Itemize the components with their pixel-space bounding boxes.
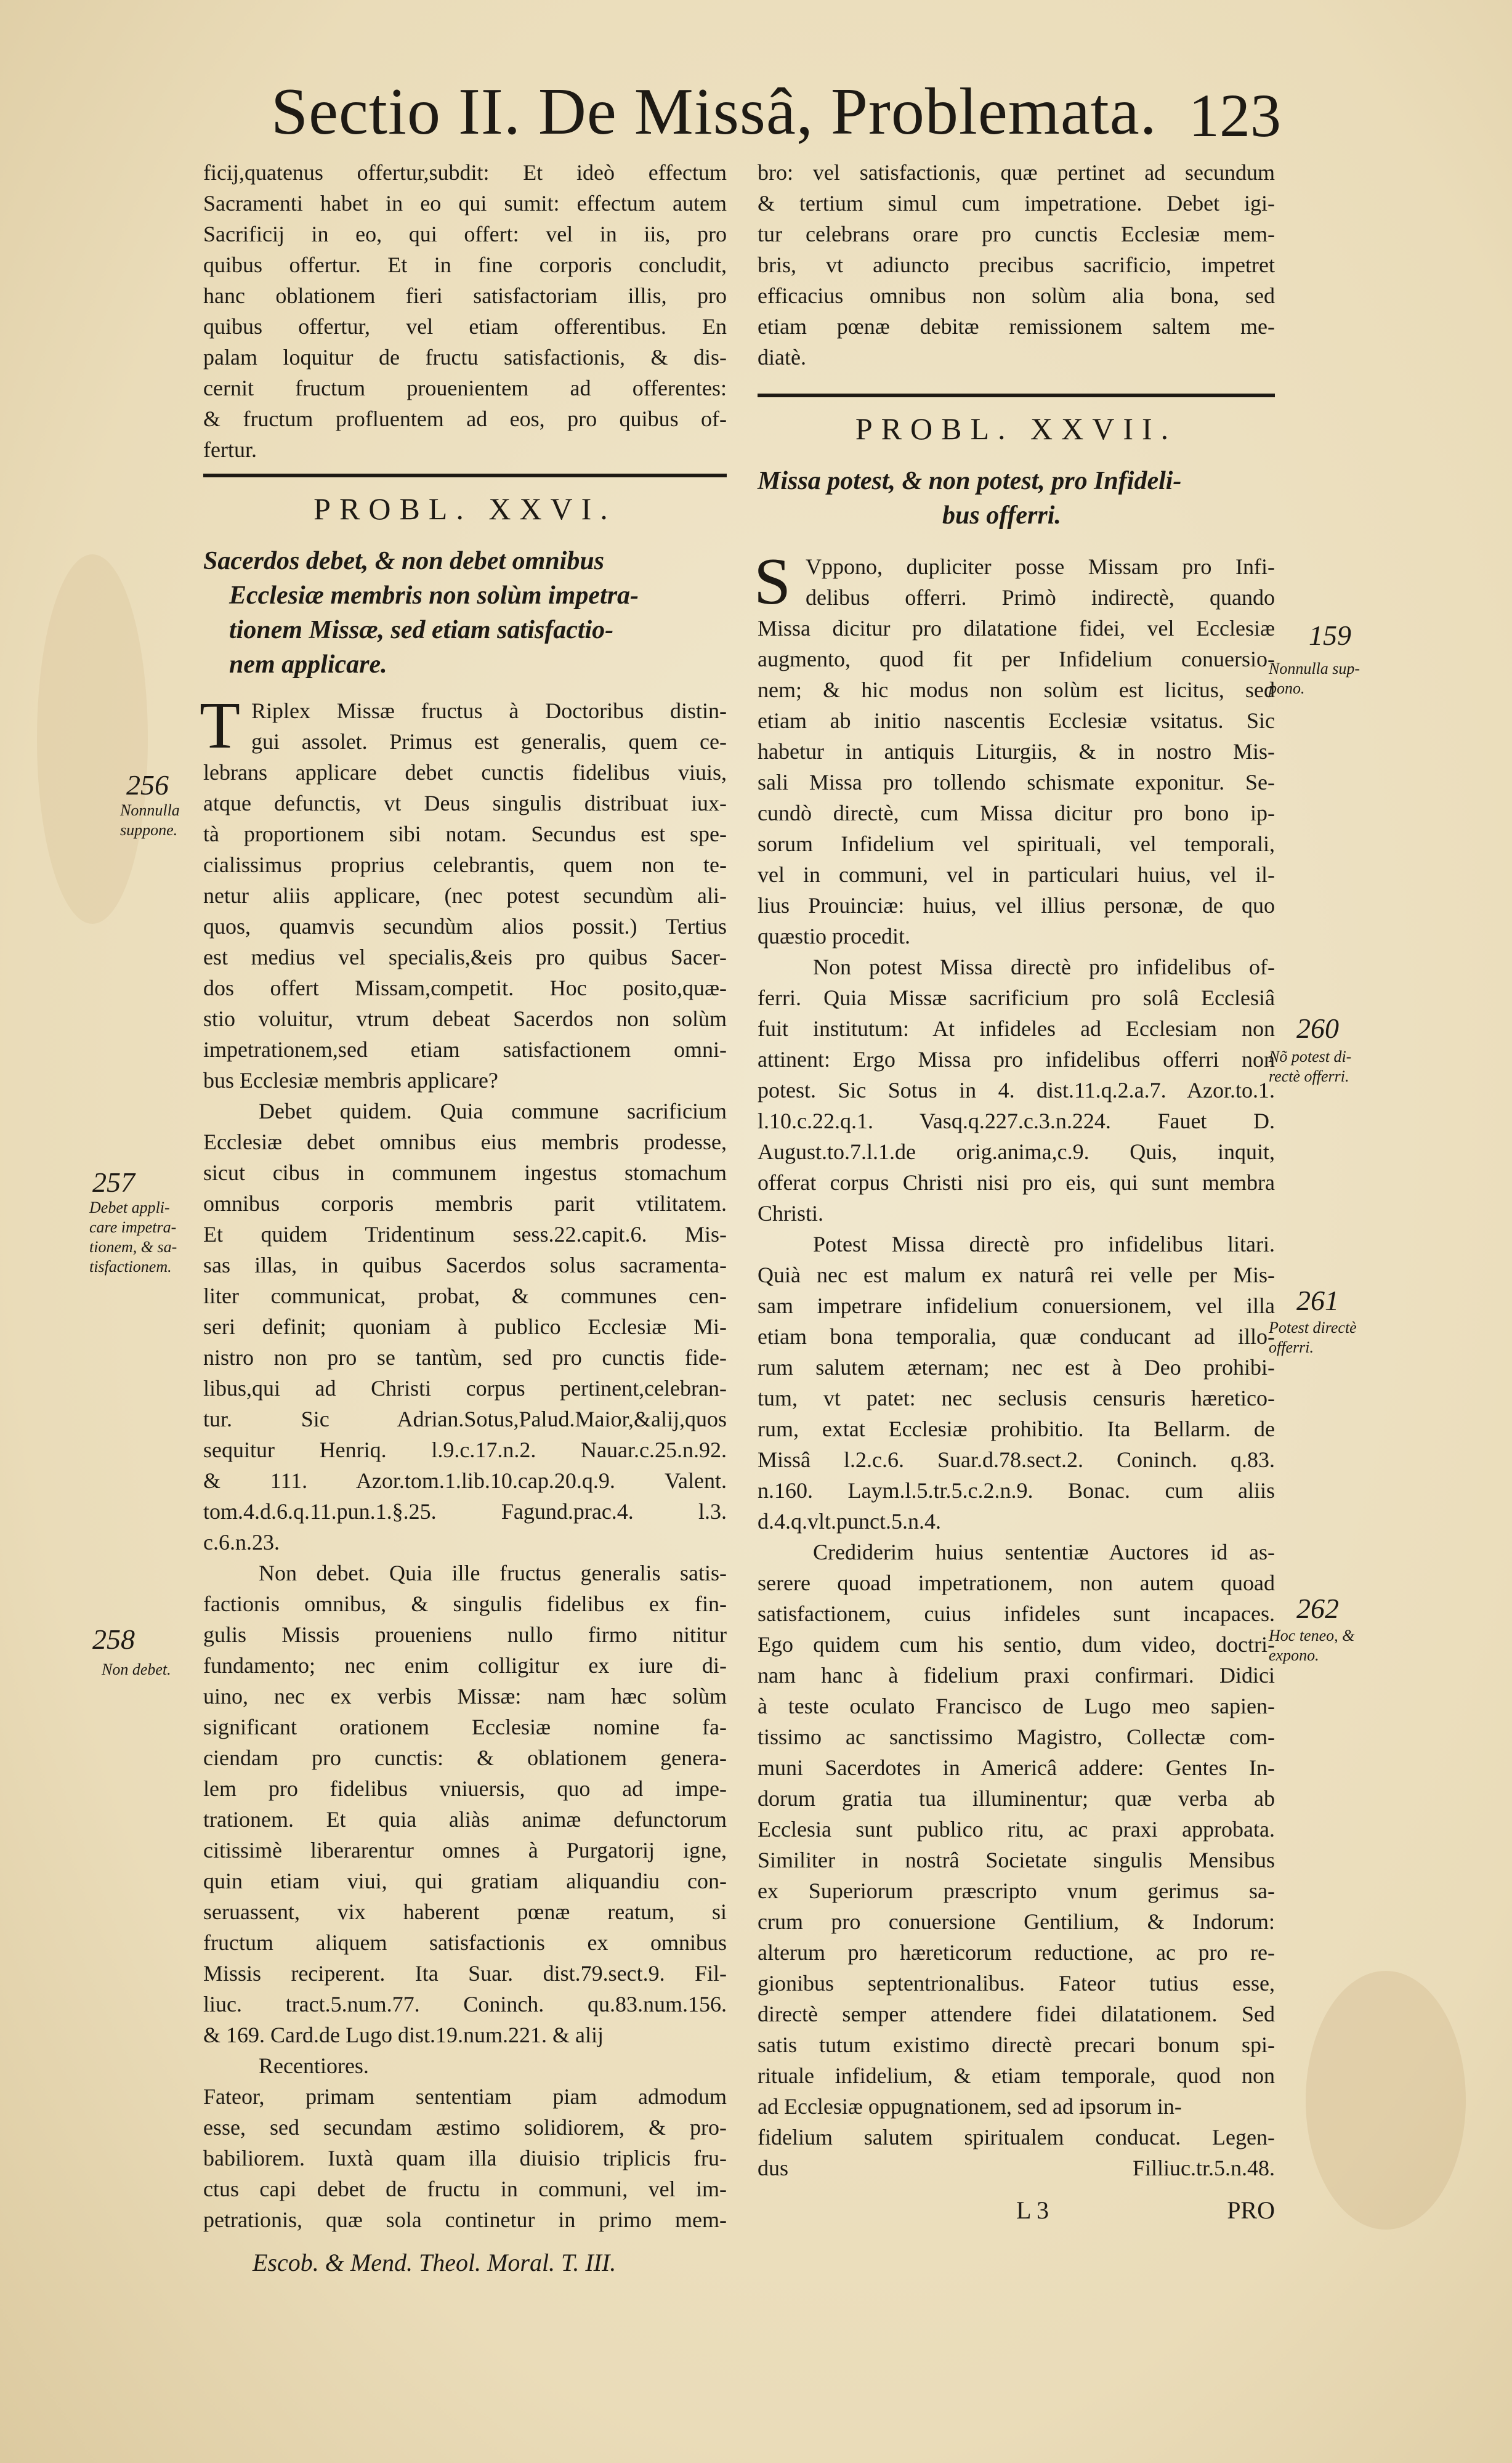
text-line: ferri. Quia Missæ sacrificium pro solâ Ecclesiâ [758, 985, 1275, 1010]
text-line: Similiter in nostrâ Societate singulis Mensibus [758, 1848, 1275, 1872]
margin-paragraph-number: 260 [1296, 1013, 1339, 1044]
margin-note [89, 1198, 177, 1277]
margin-note-line: care impetra- [89, 1218, 177, 1236]
text-line: dus Filliuc.tr.5.n.48. [758, 2156, 1275, 2180]
running-title: Sectio II. De Missâ, Problemata. [271, 75, 1157, 148]
paper-stain [1306, 1971, 1466, 2230]
margin-note [120, 801, 180, 840]
text-line: dorum gratia tua illuminentur; quæ verba ab [758, 1786, 1275, 1811]
text-line: Missis reciperent. Ita Suar. dist.79.sect.9. Fil- [203, 1961, 727, 1986]
text-line: impetrationem,sed etiam satisfactionem omni- [203, 1037, 727, 1062]
text-line: Missâ l.2.c.6. Suar.d.78.sect.2. Coninch. q.83. [758, 1447, 1275, 1472]
text-line: directè semper attendere fidei dilatationem. Sed [758, 2002, 1275, 2026]
text-line: etiam bona temporalia, quæ conducant ad illo- [758, 1324, 1275, 1349]
text-line: Crediderim huius sententiæ Auctores id as- [813, 1540, 1275, 1564]
right-intro [758, 157, 1275, 373]
text-line: esse, sed secundam æstimo solidiorem, & pro- [203, 2115, 727, 2140]
problem-heading: PROBL. XXVII. [855, 411, 1178, 446]
margin-note-line: suppone. [120, 821, 178, 839]
margin-note-line: Nonnulla sup- [1269, 660, 1360, 677]
problem-title-line: bus offerri. [942, 501, 1061, 530]
text-line: bus Ecclesiæ membris applicare? [203, 1068, 498, 1093]
problem-title-line: Sacerdos debet, & non debet omnibus [203, 547, 605, 575]
text-line: lebrans applicare debet cunctis fidelibus viuis, [203, 760, 727, 785]
section-rule [203, 474, 727, 477]
margin-note-line: Non debet. [102, 1660, 171, 1678]
text-line: fundamento; nec enim colligitur ex iure di- [203, 1653, 727, 1678]
text-line: sorum Infidelium vel spirituali, vel temporali, [758, 831, 1275, 856]
left-column [200, 157, 727, 2278]
text-line: potest. Sic Sotus in 4. dist.11.q.2.a.7. Azor.to.1. [758, 1078, 1275, 1102]
problem-title-line: Ecclesiæ membris non solùm impetra- [229, 581, 639, 610]
text-line: habetur in antiquis Liturgiis, & in nostro Mis- [758, 739, 1275, 764]
problem-title [203, 544, 727, 682]
text-line: fuit institutum: At infideles ad Ecclesiam non [758, 1016, 1275, 1041]
text-line: diatè. [758, 345, 806, 370]
text-line: rum, extat Ecclesiæ prohibitio. Ita Bellarm. de [758, 1417, 1275, 1441]
text-line: hanc oblationem fieri satisfactoriam illis, pro [203, 283, 727, 308]
text-line: quos, quamvis secundùm alios possit.) Tertius [203, 914, 727, 939]
text-line: ctus capi debet de fructu in communi, vel im- [203, 2177, 727, 2201]
text-line: cernit fructum prouenientem ad offerentes: [203, 376, 727, 400]
margin-paragraph-number: 159 [1309, 620, 1351, 651]
problem-title-line: tionem Missæ, sed etiam satisfactio- [229, 616, 614, 644]
catchword: PRO [1227, 2196, 1275, 2224]
text-line: ad Ecclesiæ oppugnationem, sed ad ipsorum in- [758, 2094, 1182, 2119]
text-line: ex Superiorum præscripto vnum gerimus sa- [758, 1879, 1275, 1903]
drop-cap: S [754, 545, 791, 618]
text-line: bris, vt adiuncto precibus sacrificio, impetret [758, 253, 1275, 277]
text-line: netur aliis applicare, (nec potest secundùm ali- [203, 883, 727, 908]
margin-note-line: Nõ potest di- [1269, 1048, 1352, 1066]
margin-note-line: tisfactionem. [89, 1258, 172, 1276]
left-body [200, 689, 727, 2235]
text-line: est medius vel specialis,&eis pro quibus Sacer- [203, 945, 727, 969]
text-line: Potest Missa directè pro infidelibus litari. [813, 1232, 1275, 1256]
text-line: à teste oculato Francisco de Lugo meo sapien- [758, 1694, 1275, 1718]
text-line: Vppono, dupliciter posse Missam pro Infi- [806, 554, 1275, 579]
text-line: crum pro conuersione Gentilium, & Indorum: [758, 1909, 1275, 1934]
page-bottom-marks [758, 2196, 1275, 2226]
text-line: nam hanc à fidelium praxi confirmari. Didici [758, 1663, 1275, 1688]
text-line: Non potest Missa directè pro infidelibus of- [813, 955, 1275, 979]
text-line: fructum aliquem satisfactionis ex omnibus [203, 1930, 727, 1955]
text-line: Debet quidem. Quia commune sacrificium [259, 1099, 727, 1123]
margin-note-line: tionem, & sa- [89, 1238, 177, 1256]
margin-paragraph-number: 256 [126, 769, 169, 801]
margin-note-line: Debet appli- [89, 1199, 170, 1216]
text-line: satis tutum existimo directè precari bonum spi- [758, 2032, 1275, 2057]
text-line: fertur. [203, 437, 257, 462]
text-line: sicut cibus in communem ingestus stomachum [203, 1160, 727, 1185]
text-line: sas illas, in quibus Sacerdos solus sacramenta- [203, 1253, 727, 1277]
margin-note-line: expono. [1269, 1646, 1319, 1664]
text-line: efficacius omnibus non solùm alia bona, sed [758, 283, 1275, 308]
text-line: petrationis, quæ sola continetur in primo mem- [203, 2207, 727, 2232]
text-line: Ecclesia sunt publico ritu, ac praxi approbata. [758, 1817, 1275, 1842]
text-line: August.to.7.l.1.de orig.anima,c.9. Quis, inquit, [758, 1139, 1275, 1164]
text-line: quæstio procedit. [758, 924, 910, 948]
text-line: sam impetrare infidelium conuersionem, vel illa [758, 1293, 1275, 1318]
text-line: gui assolet. Primus est generalis, quem ce- [251, 729, 727, 754]
text-line: dos offert Missam,competit. Hoc posito,quæ- [203, 976, 727, 1000]
margin-note-line: Potest directè [1269, 1319, 1357, 1337]
text-line: babiliorem. Iuxtà quam illa diuisio triplicis fru- [203, 2146, 727, 2170]
margin-note [1269, 1318, 1357, 1357]
text-line: quibus offertur. Et in fine corporis concludit, [203, 253, 727, 277]
margin-note [1269, 1626, 1354, 1665]
margin-note [1269, 1047, 1351, 1086]
text-line: Quià nec est malum ex naturâ rei velle per Mis- [758, 1263, 1275, 1287]
text-line: ficij,quatenus offertur,subdit: Et ideò effectum [203, 160, 727, 185]
text-line: ciendam pro cunctis: & oblationem genera- [203, 1745, 727, 1770]
margin-note-line: Nonnulla [120, 801, 180, 819]
text-line: Sacramenti habet in eo qui sumit: effectum autem [203, 191, 727, 216]
text-line: tum, vt patet: nec seclusis censuris hæretico- [758, 1386, 1275, 1410]
text-line: uino, nec ex verbis Missæ: nam hæc solùm [203, 1684, 727, 1709]
text-line: rituale infidelium, & etiam temporale, quod non [758, 2063, 1275, 2088]
text-line: factionis omnibus, & singulis fidelibus ex fin- [203, 1591, 727, 1616]
text-line: tur. Sic Adrian.Sotus,Palud.Maior,&alij,quos [203, 1407, 727, 1431]
left-intro [203, 157, 727, 465]
text-line: muni Sacerdotes in Americâ addere: Gentes In- [758, 1755, 1275, 1780]
text-line: Riplex Missæ fructus à Doctoribus distin- [251, 698, 727, 723]
problem-title-line: nem applicare. [229, 650, 387, 679]
text-line: vel in communi, vel in particulari huius, vel il- [758, 862, 1275, 887]
text-line: Non debet. Quia ille fructus generalis satis- [259, 1561, 727, 1585]
right-column [754, 157, 1275, 2226]
text-line: tom.4.d.6.q.11.pun.1.§.25. Fagund.prac.4. l.3. [203, 1499, 727, 1524]
text-line: satisfactionem, cuius infideles sunt incapaces. [758, 1601, 1275, 1626]
text-line: attinent: Ergo Missa pro infidelibus offerri non [758, 1047, 1275, 1072]
text-line: Christi. [758, 1201, 824, 1226]
text-line: tissimo ac sanctissimo Magistro, Collectæ com- [758, 1725, 1275, 1749]
text-line: delibus offerri. Primò indirectè, quando [806, 585, 1275, 610]
text-line: etiam ab initio nascentis Ecclesiæ vsitatus. Sic [758, 708, 1275, 733]
margin-note-line: pono. [1269, 679, 1305, 697]
text-line: l.10.c.22.q.1. Vasq.q.227.c.3.n.224. Fauet D. [758, 1109, 1275, 1133]
text-line: serere quoad impetrationem, non autem quoad [758, 1571, 1275, 1595]
text-line: alterum pro hæreticorum reductione, ac pro re- [758, 1940, 1275, 1965]
text-line: Sacrificij in eo, qui offert: vel in iis, pro [203, 222, 727, 246]
margin-note-line: Hoc teneo, & [1269, 1627, 1355, 1644]
text-line: & fructum profluentem ad eos, pro quibus of- [203, 406, 727, 431]
text-line: palam loquitur de fructu satisfactionis, & dis- [203, 345, 727, 370]
problem-title [758, 464, 1275, 533]
text-line: sequitur Henriq. l.9.c.17.n.2. Nauar.c.25.n.92. [203, 1438, 727, 1462]
text-line: Fateor, primam sententiam piam admodum [203, 2084, 727, 2109]
text-line: c.6.n.23. [203, 1530, 280, 1555]
signature-mark: L 3 [1016, 2196, 1049, 2224]
text-line: atque defunctis, vt Deus singulis distribuat iux- [203, 791, 727, 815]
text-line: rum salutem æternam; nec est à Deo prohibi- [758, 1355, 1275, 1380]
drop-cap: T [200, 689, 240, 762]
text-line: Ecclesiæ debet omnibus eius membris prodesse, [203, 1130, 727, 1154]
text-line: lius Prouinciæ: huius, vel illius personæ, de quo [758, 893, 1275, 918]
text-line: offerat corpus Christi nisi pro eis, qui sunt membra [758, 1170, 1275, 1195]
margin-paragraph-number: 262 [1296, 1593, 1339, 1624]
text-line: & 111. Azor.tom.1.lib.10.cap.20.q.9. Valent. [203, 1468, 727, 1493]
text-line: stio voluitur, vtrum debeat Sacerdos non solùm [203, 1006, 727, 1031]
section-rule [758, 394, 1275, 397]
running-header [271, 74, 1281, 154]
text-line: Et quidem Tridentinum sess.22.capit.6. Mis- [203, 1222, 727, 1247]
text-line: Ego quidem cum his sentio, dum video, doctri- [758, 1632, 1275, 1657]
text-line: etiam pœnæ debitæ remissionem saltem me- [758, 314, 1275, 339]
margin-note-line: rectè offerri. [1269, 1067, 1349, 1085]
text-line: cialissimus proprius celebrantis, quem non te- [203, 852, 727, 877]
margin-paragraph-number: 258 [92, 1624, 135, 1655]
text-line: citissimè liberarentur omnes à Purgatorij igne, [203, 1838, 727, 1862]
text-line: quin etiam viui, qui gratiam aliquandiu con- [203, 1869, 727, 1893]
text-line: d.4.q.vlt.punct.5.n.4. [758, 1509, 941, 1534]
text-line: lem pro fidelibus vniuersis, quo ad impe- [203, 1776, 727, 1801]
text-line: bro: vel satisfactionis, quæ pertinet ad secundum [758, 160, 1275, 185]
text-line: & tertium simul cum impetratione. Debet igi- [758, 191, 1275, 216]
text-line: cundò directè, cum Missa dicitur pro bono ip- [758, 801, 1275, 825]
text-line: & 169. Card.de Lugo dist.19.num.221. & alij [203, 2023, 604, 2047]
text-line: significant orationem Ecclesiæ nomine fa- [203, 1715, 727, 1739]
text-line: liter communicat, probat, & communes cen- [203, 1284, 727, 1308]
text-line: seruassent, vix haberent pœnæ reatum, si [203, 1899, 727, 1924]
margin-paragraph-number: 261 [1296, 1285, 1339, 1316]
text-line: gionibus septentrionalibus. Fateor tutius esse, [758, 1971, 1275, 1996]
problem-heading: PROBL. XXVI. [313, 491, 617, 526]
text-line: fidelium salutem spiritualem conducat. Legen- [758, 2125, 1275, 2150]
text-line: nistro non pro se tantùm, sed pro cunctis fide- [203, 1345, 727, 1370]
right-body [754, 545, 1275, 2183]
margin-note-line: offerri. [1269, 1338, 1314, 1356]
text-line: Missa dicitur pro dilatatione fidei, vel Ecclesiæ [758, 616, 1275, 641]
text-line: tur celebrans orare pro cunctis Ecclesiæ mem- [758, 222, 1275, 246]
margin-note [1269, 659, 1360, 698]
text-line: seri definit; quoniam à publico Ecclesiæ Mi- [203, 1314, 727, 1339]
text-line: nem; & hic modus non solùm est licitus, sed [758, 677, 1275, 702]
text-line: quibus offertur, vel etiam offerentibus. En [203, 314, 727, 339]
margin-paragraph-number: 257 [92, 1167, 135, 1198]
text-line: trationem. Et quia aliàs animæ defunctorum [203, 1807, 727, 1832]
text-line: libus,qui ad Christi corpus pertinent,celebran- [203, 1376, 727, 1401]
text-line: sali Missa pro tollendo schismate exponitur. Se- [758, 770, 1275, 795]
text-line: tà proportionem sibi notam. Secundus est spe- [203, 822, 727, 846]
text-line: omnibus corporis membris parit vtilitatem. [203, 1191, 727, 1216]
problem-title-line: Missa potest, & non potest, pro Infideli- [758, 467, 1182, 495]
text-line: Recentiores. [259, 2053, 369, 2078]
text-line: n.160. Laym.l.5.tr.5.c.2.n.9. Bonac. cum aliis [758, 1478, 1275, 1503]
text-line: liuc. tract.5.num.77. Coninch. qu.83.num.156. [203, 1992, 727, 2016]
text-line: gulis Missis proueniens nullo firmo nititur [203, 1622, 727, 1647]
page-number: 123 [1189, 81, 1281, 150]
text-line: augmento, quod fit per Infidelium conuersio- [758, 647, 1275, 671]
margin-note [102, 1660, 171, 1680]
paper-stain [37, 554, 148, 924]
page-footer-signature: Escob. & Mend. Theol. Moral. T. III. [253, 2249, 617, 2276]
